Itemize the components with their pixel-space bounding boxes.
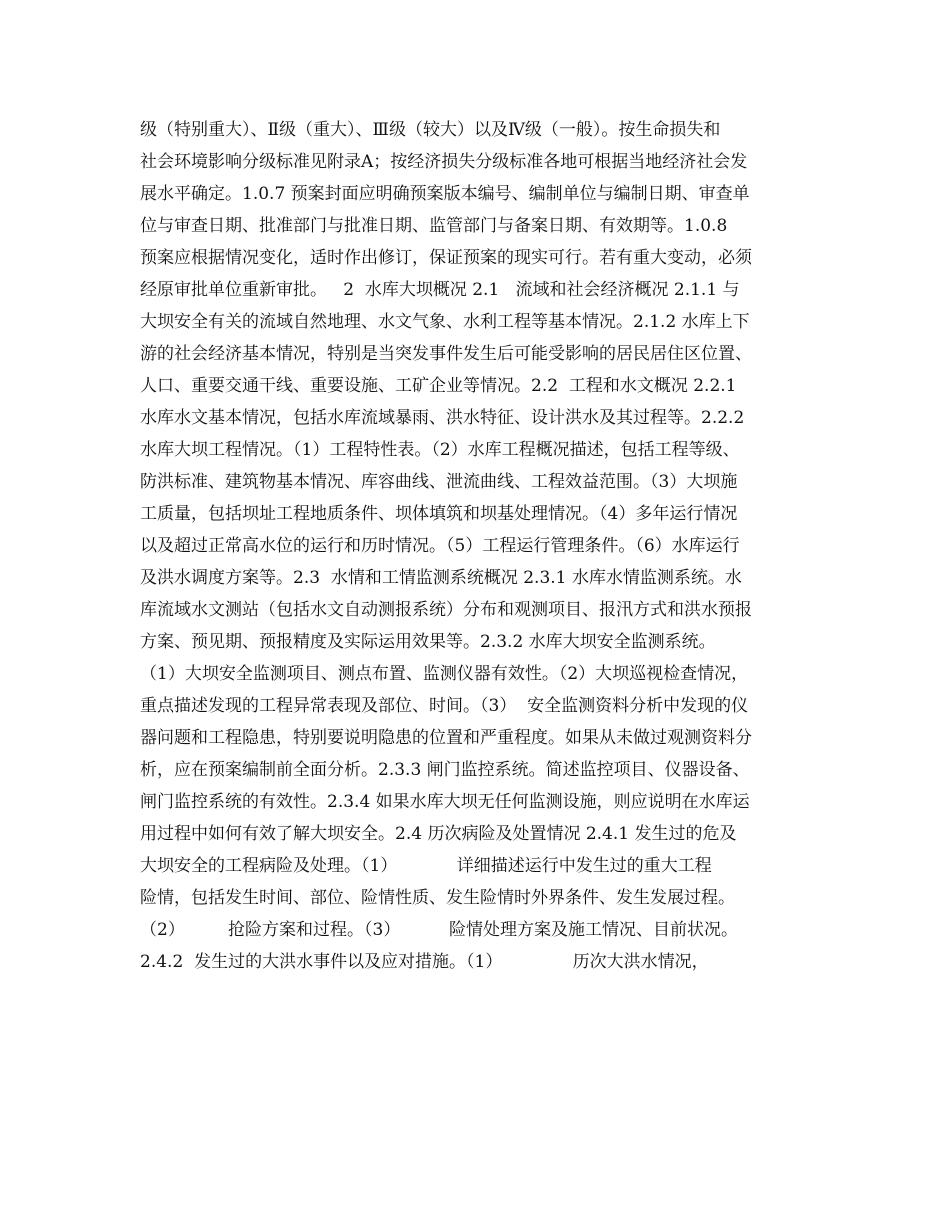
text-line: 水库大坝工程情况。（1）工程特性表。（2）水库工程概况描述，包括工程等级、 xyxy=(140,440,740,460)
text-line: 用过程中如何有效了解大坝安全。2.4 历次病险及处置情况 2.4.1 发生过的危及 xyxy=(140,824,737,844)
text-line: 级（特别重大）、Ⅱ级（重大）、Ⅲ级（较大）以及Ⅳ级（一般）。按生命损失和 xyxy=(140,120,721,140)
text-line: 2.4.2 发生过的大洪水事件以及应对措施。（1） 历次大洪水情况， xyxy=(140,952,709,972)
text-line: 重点描述发现的工程异常表现及部位、时间。（3） 安全监测资料分析中发现的仪 xyxy=(140,696,749,716)
text-line: （1）大坝安全监测项目、测点布置、监测仪器有效性。（2）大坝巡视检查情况， xyxy=(140,664,749,684)
text-line: 游的社会经济基本情况，特别是当突发事件发生后可能受影响的居民居住区位置、 xyxy=(140,344,752,364)
text-line: （2） 抢险方案和过程。（3） 险情处理方案及施工情况、目前状况。 xyxy=(140,920,738,940)
text-line: 工质量，包括坝址工程地质条件、坝体填筑和坝基处理情况。（4）多年运行情况 xyxy=(140,504,738,524)
text-line: 以及超过正常高水位的运行和历时情况。（5）工程运行管理条件。（6）水库运行 xyxy=(140,536,740,556)
text-line: 人口、重要交通干线、重要设施、工矿企业等情况。2.2 工程和水文概况 2.2.1 xyxy=(140,376,737,396)
text-line: 险情，包括发生时间、部位、险情性质、发生险情时外界条件、发生发展过程。 xyxy=(140,888,735,908)
text-line: 展水平确定。1.0.7 预案封面应明确预案版本编号、编制单位与编制日期、审查单 xyxy=(140,184,750,204)
text-line: 经原审批单位重新审批。 2 水库大坝概况 2.1 流域和社会经济概况 2.1.1 与 xyxy=(140,280,740,300)
text-line: 器问题和工程隐患，特别要说明隐患的位置和严重程度。如果从未做过观测资料分 xyxy=(140,728,752,748)
text-line: 社会环境影响分级标准见附录A；按经济损失分级标准各地可根据当地经济社会发 xyxy=(140,152,748,172)
text-line: 及洪水调度方案等。2.3 水情和工情监测系统概况 2.3.1 水库水情监测系统。水 xyxy=(140,568,742,588)
text-line: 闸门监控系统的有效性。2.3.4 如果水库大坝无任何监测设施，则应说明在水库运 xyxy=(140,792,750,812)
body-text xyxy=(140,114,830,978)
text-line: 大坝安全有关的流域自然地理、水文气象、水利工程等基本情况。2.1.2 水库上下 xyxy=(140,312,750,332)
text-line: 防洪标准、建筑物基本情况、库容曲线、泄流曲线、工程效益范围。（3）大坝施 xyxy=(140,472,738,492)
text-line: 位与审查日期、批准部门与批准日期、监管部门与备案日期、有效期等。1.0.8 xyxy=(140,216,728,236)
text-line: 大坝安全的工程病险及处理。（1） 详细描述运行中发生过的重大工程 xyxy=(140,856,712,876)
text-line: 析，应在预案编制前全面分析。2.3.3 闸门监控系统。简述监控项目、仪器设备、 xyxy=(140,760,750,780)
text-line: 方案、预见期、预报精度及实际运用效果等。2.3.2 水库大坝安全监测系统。 xyxy=(140,632,716,652)
text-line: 预案应根据情况变化，适时作出修订，保证预案的现实可行。若有重大变动，必须 xyxy=(140,248,752,268)
text-line: 库流域水文测站（包括水文自动测报系统）分布和观测项目、报汛方式和洪水预报 xyxy=(140,600,752,620)
text-line: 水库水文基本情况，包括水库流域暴雨、洪水特征、设计洪水及其过程等。2.2.2 xyxy=(140,408,745,428)
